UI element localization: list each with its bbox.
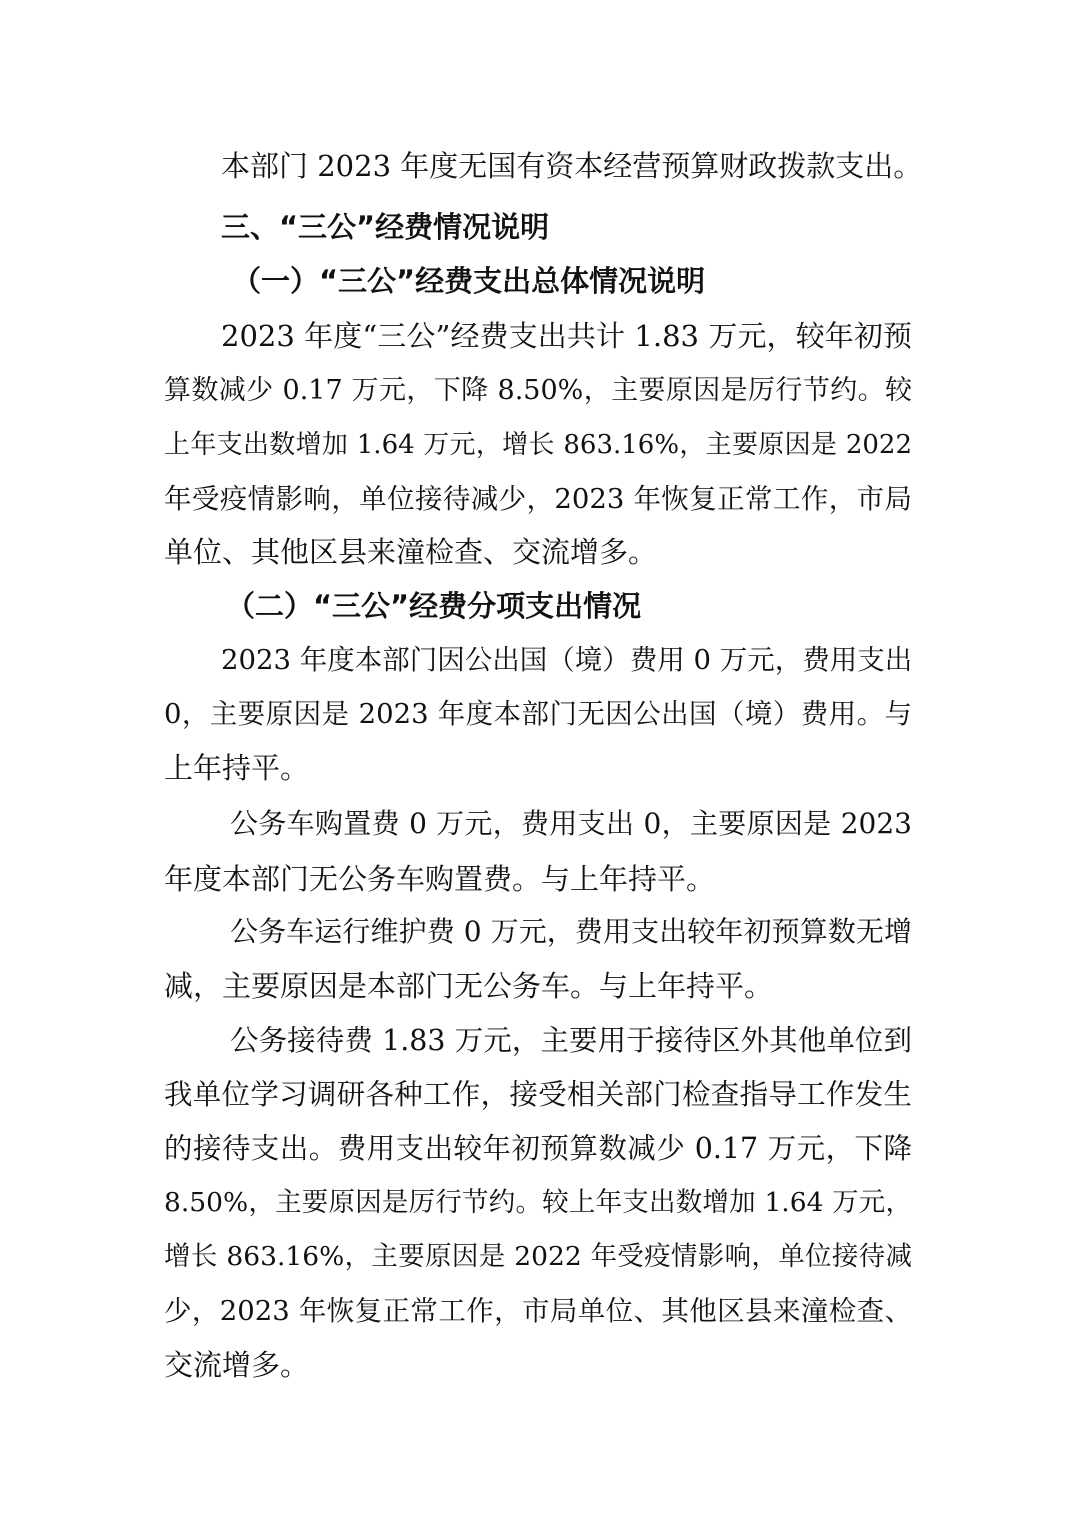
paragraph-line: 我单位学习调研各种工作，接受相关部门检查指导工作发生 — [164, 1078, 912, 1111]
section-heading: 三、“三公”经费情况说明 — [221, 210, 550, 244]
paragraph-line: 公务接待费 1.83 万元，主要用于接待区外其他单位到 — [230, 1024, 912, 1057]
paragraph-line: 本部门 2023 年度无国有资本经营预算财政拨款支出。 — [221, 149, 923, 183]
paragraph-line: 交流增多。 — [164, 1348, 310, 1382]
subsection-heading: （一）“三公”经费支出总体情况说明 — [232, 264, 706, 298]
paragraph-line: 单位、其他区县来潼检查、交流增多。 — [164, 535, 658, 569]
paragraph-line: 减，主要原因是本部门无公务车。与上年持平。 — [164, 969, 774, 1003]
paragraph-line: 上年持平。 — [164, 751, 310, 785]
paragraph-line: 少，2023 年恢复正常工作，市局单位、其他区县来潼检查、 — [164, 1295, 912, 1327]
paragraph-line: 2023 年度“三公”经费支出共计 1.83 万元，较年初预 — [221, 319, 912, 353]
paragraph-line: 年受疫情影响，单位接待减少，2023 年恢复正常工作，市局 — [164, 483, 912, 515]
paragraph-line: 上年支出数增加 1.64 万元，增长 863.16%，主要原因是 2022 — [164, 430, 912, 460]
subsection-heading: （二）“三公”经费分项支出情况 — [226, 589, 642, 623]
paragraph-line: 0，主要原因是 2023 年度本部门无因公出国（境）费用。与 — [164, 698, 912, 730]
paragraph-line: 增长 863.16%，主要原因是 2022 年受疫情影响，单位接待减 — [164, 1241, 912, 1272]
paragraph-line: 年度本部门无公务车购置费。与上年持平。 — [164, 862, 716, 896]
paragraph-line: 算数减少 0.17 万元，下降 8.50%，主要原因是厉行节约。较 — [164, 375, 912, 406]
paragraph-line: 2023 年度本部门因公出国（境）费用 0 万元，费用支出 — [221, 644, 913, 676]
paragraph-line: 8.50%，主要原因是厉行节约。较上年支出数增加 1.64 万元， — [164, 1187, 912, 1218]
paragraph-line: 的接待支出。费用支出较年初预算数减少 0.17 万元，下降 — [164, 1132, 912, 1165]
paragraph-line: 公务车运行维护费 0 万元，费用支出较年初预算数无增 — [230, 915, 912, 948]
paragraph-line: 公务车购置费 0 万元，费用支出 0，主要原因是 2023 — [230, 807, 912, 840]
